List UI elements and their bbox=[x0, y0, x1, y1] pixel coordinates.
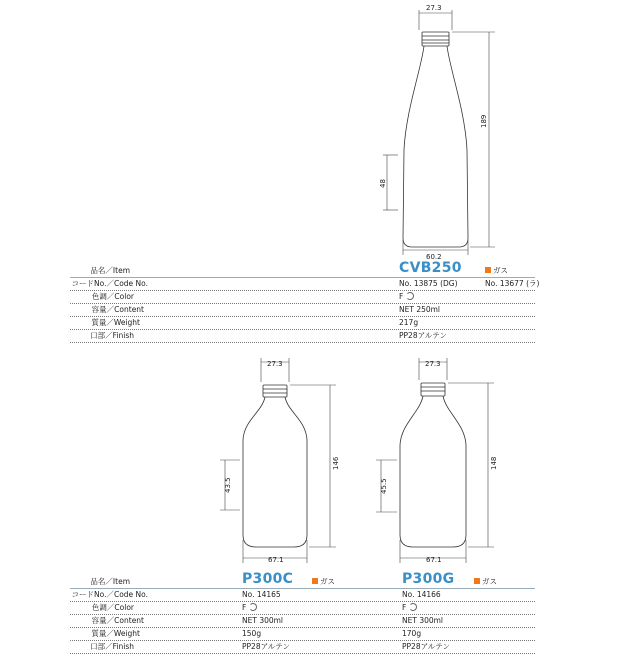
p300g-color: F bbox=[402, 603, 417, 613]
cvb250-code-ra: No. 13677 (ラ) bbox=[485, 279, 540, 288]
cvb250-dimension-lines bbox=[383, 10, 495, 255]
p300c-material-badge: ガス bbox=[312, 577, 335, 587]
p300c-content: NET 300ml bbox=[242, 616, 284, 625]
label-finish: 口部／Finish bbox=[90, 642, 134, 651]
p300g-weight: 170g bbox=[402, 629, 422, 638]
cvb250-weight: 217g bbox=[399, 318, 419, 327]
divider bbox=[70, 316, 535, 317]
divider bbox=[70, 614, 535, 615]
bottle-p300g-drawing bbox=[400, 383, 466, 547]
p300c-dim-top: 27.3 bbox=[267, 360, 283, 368]
divider bbox=[70, 653, 535, 654]
cvb250-finish: PP28アルテン bbox=[399, 331, 447, 340]
p300g-dimension-lines bbox=[376, 358, 494, 563]
cvb250-code-dg: No. 13875 (DG) bbox=[399, 279, 458, 288]
p300g-dim-width: 67.1 bbox=[426, 556, 442, 564]
p300c-color: F bbox=[242, 603, 257, 613]
p300g-code: No. 14166 bbox=[402, 590, 441, 599]
label-item: 品名／Item bbox=[90, 266, 130, 275]
divider bbox=[70, 329, 535, 330]
label-finish: 口部／Finish bbox=[90, 331, 134, 340]
glass-square-icon bbox=[474, 578, 480, 584]
cvb250-dim-shoulder: 48 bbox=[379, 179, 387, 188]
p300g-dim-height: 148 bbox=[490, 456, 498, 470]
glass-square-icon bbox=[312, 578, 318, 584]
cvb250-model-name: CVB250 bbox=[399, 260, 462, 276]
divider bbox=[70, 277, 535, 278]
p300c-dim-width: 67.1 bbox=[268, 556, 284, 564]
cvb250-dim-height: 189 bbox=[480, 114, 488, 128]
cvb250-color: F bbox=[399, 292, 414, 302]
divider bbox=[70, 627, 535, 628]
divider bbox=[70, 640, 535, 641]
label-color: 色調／Color bbox=[91, 292, 134, 301]
label-code: コードNo.／Code No. bbox=[71, 590, 148, 599]
divider bbox=[70, 303, 535, 304]
p300c-model-name: P300C bbox=[242, 571, 294, 587]
cvb250-dim-top: 27.3 bbox=[426, 4, 442, 12]
p300g-material-badge: ガス bbox=[474, 577, 497, 587]
cvb250-content: NET 250ml bbox=[399, 305, 441, 314]
p300c-dim-height: 146 bbox=[332, 456, 340, 470]
flint-color-icon bbox=[406, 292, 414, 300]
p300g-model-name: P300G bbox=[402, 571, 455, 587]
p300g-content: NET 300ml bbox=[402, 616, 444, 625]
p300g-dim-shoulder: 45.5 bbox=[380, 478, 388, 494]
label-code: コードNo.／Code No. bbox=[71, 279, 148, 288]
label-content: 容量／Content bbox=[91, 616, 144, 625]
label-content: 容量／Content bbox=[91, 305, 144, 314]
flint-color-icon bbox=[249, 603, 257, 611]
flint-color-icon bbox=[409, 603, 417, 611]
p300g-finish: PP28アルテン bbox=[402, 642, 450, 651]
cvb250-material-badge: ガス bbox=[485, 266, 508, 276]
label-item: 品名／Item bbox=[90, 577, 130, 586]
bottle-cvb250-drawing bbox=[403, 32, 468, 247]
label-weight: 質量／Weight bbox=[91, 629, 140, 638]
p300c-finish: PP28アルテン bbox=[242, 642, 290, 651]
label-weight: 質量／Weight bbox=[91, 318, 140, 327]
glass-square-icon bbox=[485, 267, 491, 273]
p300g-dim-top: 27.3 bbox=[425, 360, 441, 368]
label-color: 色調／Color bbox=[91, 603, 134, 612]
p300c-weight: 150g bbox=[242, 629, 262, 638]
p300c-code: No. 14165 bbox=[242, 590, 281, 599]
divider bbox=[70, 342, 535, 343]
divider bbox=[70, 290, 535, 291]
p300c-dim-shoulder: 43.5 bbox=[224, 477, 232, 493]
divider bbox=[70, 588, 535, 589]
divider bbox=[70, 601, 535, 602]
cvb250-dim-width: 60.2 bbox=[426, 253, 442, 261]
bottle-p300c-drawing bbox=[243, 385, 307, 547]
